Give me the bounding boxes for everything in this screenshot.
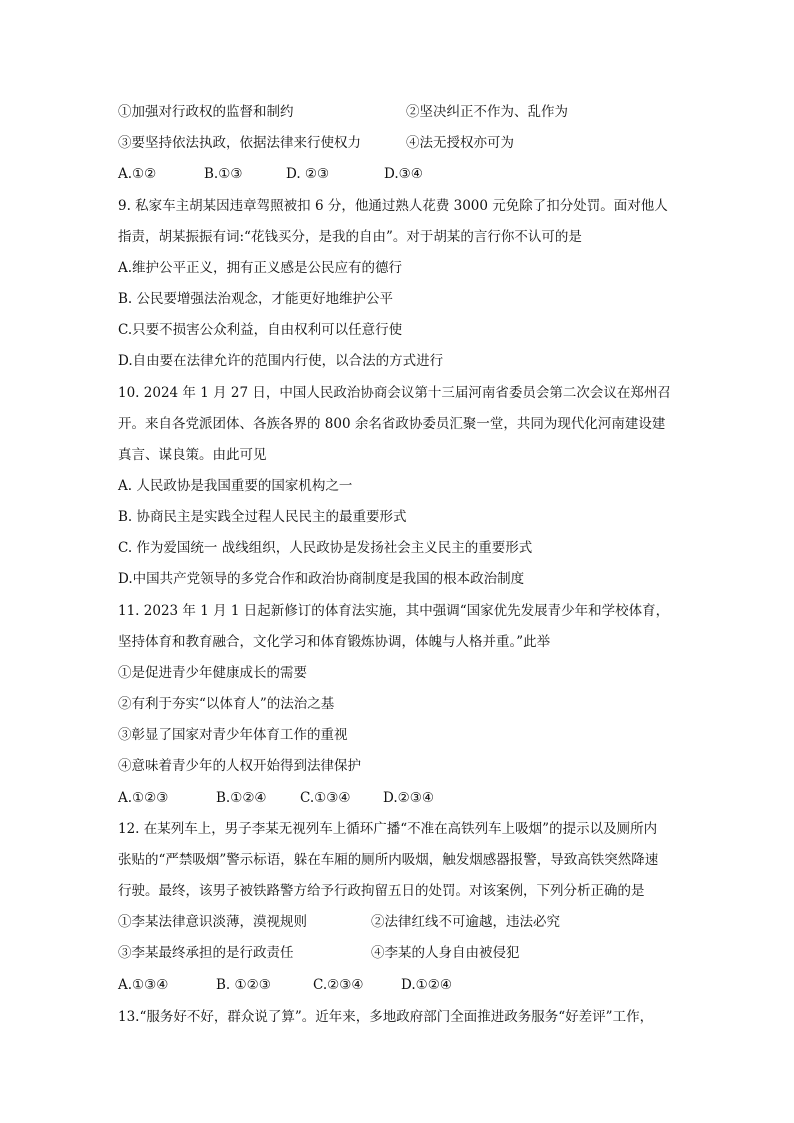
- q8-statement-2: ②坚决纠正不作为、乱作为: [406, 104, 568, 120]
- q9-option-a: A.维护公平正义，拥有正义感是公民应有的德行: [118, 260, 403, 276]
- q12-statement-3: ③李某最终承担的是行政责任: [118, 945, 294, 961]
- q10-option-c: C. 作为爱国统一 战线组织，人民政协是发扬社会主义民主的重要形式: [118, 540, 533, 556]
- q12-statement-1: ①李某法律意识淡薄，漠视规则: [118, 914, 307, 930]
- q11-options: [118, 789, 434, 807]
- q12-option-c: C.②③④: [313, 977, 364, 993]
- q11-stem-line-1: 11. 2023 年 1 月 1 日起新修订的体育法实施，其中强调“国家优先发展青少年和学校体育，: [118, 603, 670, 619]
- q8-option-c: D. ②③: [286, 166, 330, 182]
- q10-stem-line-2: 开。来自各党派团体、各族各界的 800 余名省政协委员汇聚一堂，共同为现代化河南建设建: [118, 416, 666, 432]
- q12-option-b: B. ①②③: [216, 977, 271, 993]
- q9-stem-line-1: 9. 私家车主胡某因违章驾照被扣 6 分，他通过熟人花费 3000 元免除了扣分处罚。面对他人: [118, 198, 668, 214]
- q12-options: [118, 976, 452, 994]
- q8-option-b: B.①③: [204, 166, 243, 182]
- q11-statement-2: ②有利于夯实“以体育人”的法治之基: [118, 696, 335, 712]
- q10-option-a: A. 人民政协是我国重要的国家机构之一: [118, 478, 353, 494]
- q11-option-b: B.①②④: [216, 790, 267, 806]
- q9-stem-line-2: 指责，胡某振振有词:“花钱买分，是我的自由”。对于胡某的言行你不认可的是: [118, 229, 582, 245]
- q11-statement-1: ①是促进青少年健康成长的需要: [118, 665, 307, 681]
- q11-option-d: D.②③④: [383, 790, 434, 806]
- q8-options: [118, 165, 423, 183]
- q13-stem-line-1: 13.“服务好不好，群众说了算”。近年来，多地政府部门全面推进政务服务“好差评”工作，: [118, 1009, 654, 1025]
- q12-stem-line-2: 张贴的“严禁吸烟”警示标语，躲在车厢的厕所内吸烟，触发烟感器报警，导致高铁突然降速: [118, 852, 659, 868]
- q10-stem-line-3: 真言、谋良策。由此可见: [118, 447, 267, 463]
- q11-option-a: A.①②③: [118, 790, 169, 806]
- q11-stem-line-2: 坚持体育和教育融合，文化学习和体育锻炼协调，体魄与人格并重。”此举: [118, 634, 551, 650]
- q9-option-b: B. 公民要增强法治观念，才能更好地维护公平: [118, 291, 394, 307]
- q12-option-a: A.①③④: [118, 977, 169, 993]
- q8-option-a: A.①②: [118, 166, 157, 182]
- q12-stem-line-3: 行驶。最终，该男子被铁路警方给予行政拘留五日的处罚。对该案例，下列分析正确的是: [118, 883, 645, 899]
- q12-statement-4: ④李某的人身自由被侵犯: [371, 945, 520, 961]
- q9-option-c: C.只要不损害公众利益，自由权利可以任意行使: [118, 322, 403, 338]
- q8-statement-3: ③要坚持依法执政，依据法律来行使权力: [118, 135, 361, 151]
- q9-option-d: D.自由要在法律允许的范围内行使，以合法的方式进行: [118, 353, 444, 369]
- q11-statement-3: ③彰显了国家对青少年体育工作的重视: [118, 727, 348, 743]
- q11-statement-4: ④意味着青少年的人权开始得到法律保护: [118, 758, 361, 774]
- q11-option-c: C.①③④: [300, 790, 351, 806]
- q10-option-d: D.中国共产党领导的多党合作和政治协商制度是我国的根本政治制度: [118, 571, 525, 587]
- q10-option-b: B. 协商民主是实践全过程人民民主的最重要形式: [118, 509, 407, 525]
- q8-statement-1: ①加强对行政权的监督和制约: [118, 104, 294, 120]
- q8-option-d: D.③④: [384, 166, 423, 182]
- q8-statement-4: ④法无授权亦可为: [406, 135, 514, 151]
- q12-statement-2: ②法律红线不可逾越，违法必究: [371, 914, 560, 930]
- q12-stem-line-1: 12. 在某列车上，男子李某无视列车上循环广播“不准在高铁列车上吸烟”的提示以及厕所内: [118, 821, 658, 837]
- q12-option-d: D.①②④: [401, 977, 452, 993]
- q10-stem-line-1: 10. 2024 年 1 月 27 日，中国人民政治协商会议第十三届河南省委员会第二次会议在郑州召: [118, 385, 671, 401]
